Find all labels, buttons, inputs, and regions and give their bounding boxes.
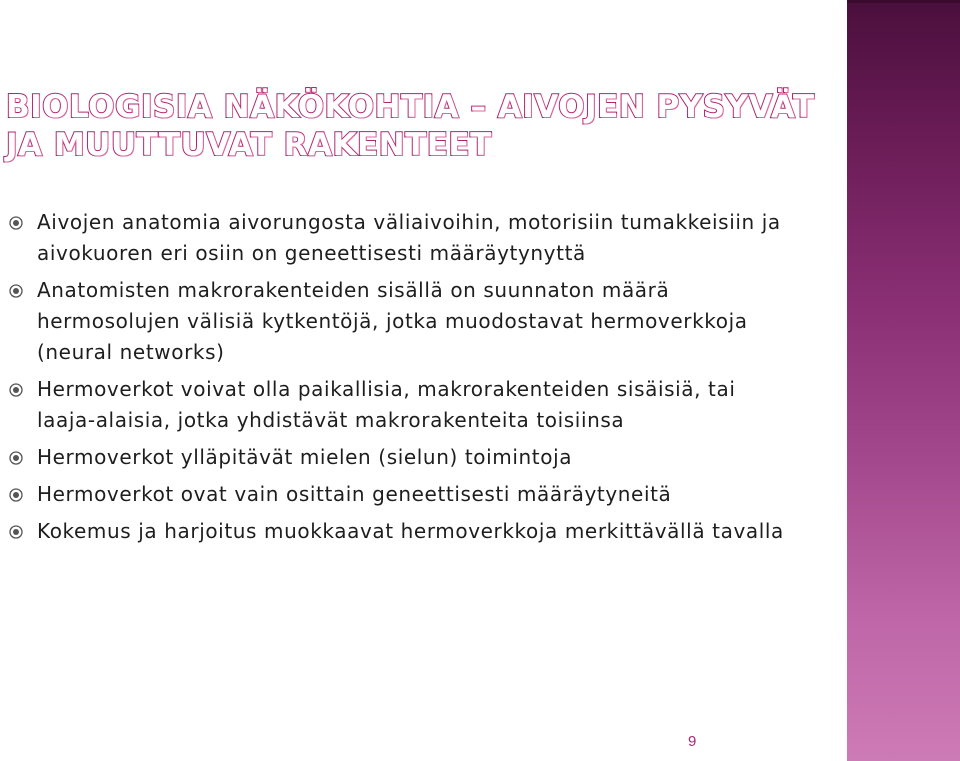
bullet-text: Hermoverkot voivat olla paikallisia, makrorakenteiden sisäisiä, tai laaja-alaisia, jotka yhdistävät makrorakenteita toisiinsa (37, 377, 736, 432)
page-number: 9 (688, 733, 697, 750)
bullet-item (0, 516, 800, 547)
bullet-item (0, 207, 800, 269)
slide-title: BIOLOGISIA NÄKÖKOHTIA – AIVOJEN PYSYVÄT JA MUUTTUVAT RAKENTEET (6, 89, 815, 163)
radio-circle-icon (9, 488, 23, 502)
radio-circle-icon (9, 451, 23, 465)
bullet-text: Kokemus ja harjoitus muokkaavat hermoverkkoja merkittävällä tavalla (37, 519, 784, 543)
bullet-item (0, 479, 800, 510)
radio-circle-icon (9, 216, 23, 230)
radio-circle-icon (9, 284, 23, 298)
bullet-text: Hermoverkot ovat vain osittain geneettisesti määräytyneitä (37, 482, 672, 506)
radio-circle-icon (9, 383, 23, 397)
bullet-text: Anatomisten makrorakenteiden sisällä on suunnaton määrä hermosolujen välisiä kytkentöjä, jotka muodostavat hermoverkkoja (neural networks) (37, 278, 748, 364)
bullet-item (0, 442, 800, 473)
bullet-text: Hermoverkot ylläpitävät mielen (sielun) toimintoja (37, 445, 573, 469)
decorative-side-band (847, 0, 960, 761)
radio-circle-icon (9, 525, 23, 539)
bullet-list (0, 207, 800, 553)
bullet-item (0, 374, 800, 436)
decorative-side-band-top (847, 0, 960, 3)
bullet-text: Aivojen anatomia aivorungosta väliaivoihin, motorisiin tumakkeisiin ja aivokuoren eri osiin on geneettisesti määräytynyttä (37, 210, 781, 265)
bullet-item (0, 275, 800, 368)
